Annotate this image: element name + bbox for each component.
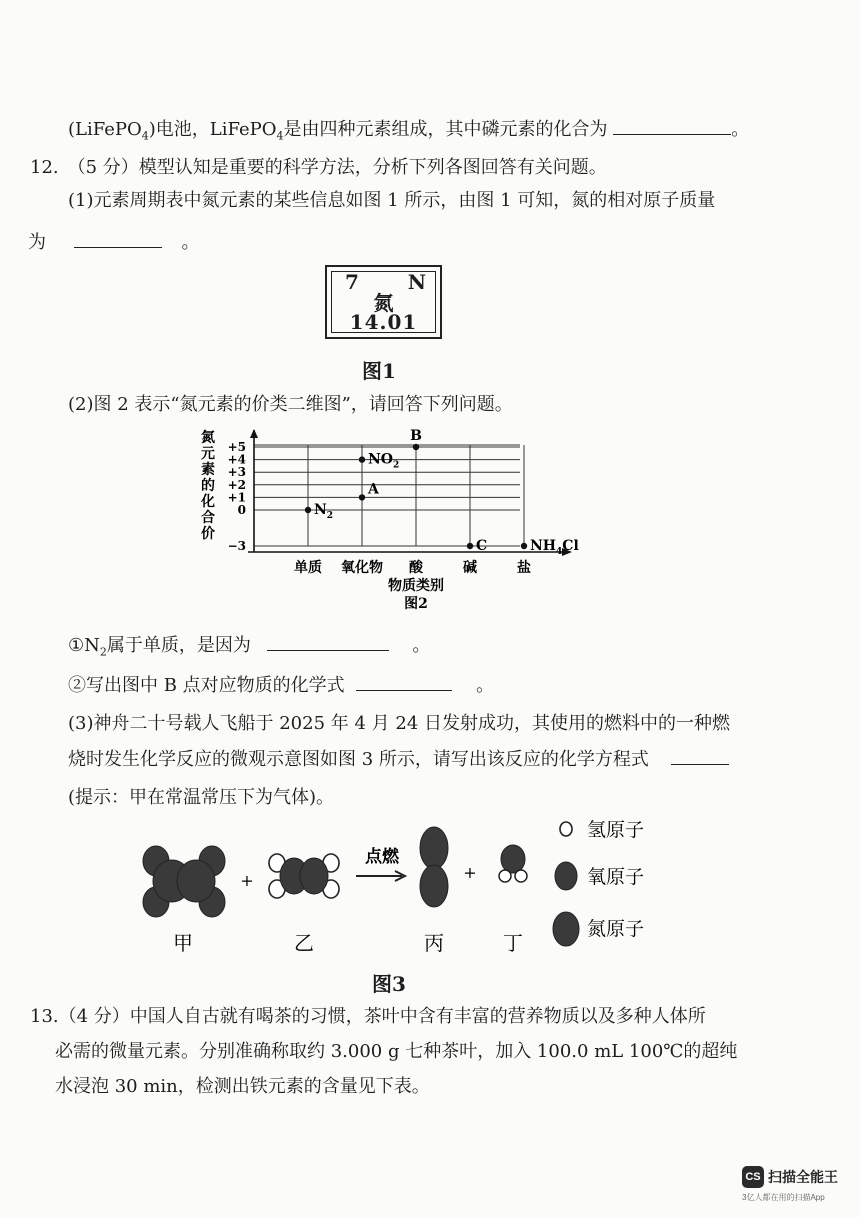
data-point-label: $NH_4Cl$: [530, 538, 579, 557]
data-point-label: A: [368, 481, 379, 498]
x-category-label: 氧化物: [341, 560, 383, 576]
answer-blank-b-formula[interactable]: [356, 672, 452, 691]
molecule-ding: [499, 845, 527, 882]
data-point-label: B: [410, 428, 422, 444]
y-tick-label: +3: [227, 465, 246, 480]
plus-sign-2: +: [463, 863, 477, 882]
element-name: 氮: [373, 291, 394, 315]
fig1-caption: 图1: [362, 359, 396, 383]
molecule-bing: [420, 827, 448, 907]
y-tick-label: −3: [227, 539, 246, 553]
q12-sub-b: ②写出图中 B 点对应物质的化学式 。: [68, 672, 494, 699]
fig2-caption: 图2: [404, 596, 428, 612]
data-point-label: $N_2$: [314, 502, 334, 521]
q12-part1-line2: 为 。: [28, 229, 199, 256]
data-point: [359, 494, 365, 500]
data-point: [413, 444, 419, 450]
y-axis-label-char: 合: [201, 510, 215, 526]
data-point: [521, 543, 527, 549]
answer-blank-atomic-mass[interactable]: [74, 229, 162, 248]
reaction-diagram: [130, 818, 690, 968]
y-axis-label-char: 价: [201, 526, 215, 542]
y-axis-arrow: [250, 429, 258, 438]
data-point-label: C: [476, 538, 488, 554]
y-tick-label: +5: [227, 440, 246, 454]
answer-blank-equation[interactable]: [671, 746, 729, 765]
scanner-watermark: [742, 1164, 852, 1208]
molecule-yi: [269, 854, 339, 898]
plus-sign-1: +: [240, 871, 254, 890]
q11-tail-line: (LiFePO$_4$)电池，LiFePO$_4$是由四种元素组成，其中磷元素的化合为 。: [68, 116, 749, 150]
data-point: [359, 456, 365, 462]
atomic-number: 7: [345, 270, 359, 294]
data-point: [467, 543, 473, 549]
relative-atomic-mass: 14.01: [349, 310, 418, 334]
data-point: [305, 507, 311, 513]
q13-line1: 13.（4 分）中国人自古就有喝茶的习惯，茶叶中含有丰富的营养物质以及多种人体所: [30, 1006, 706, 1027]
legend-oxygen: 氧原子: [587, 866, 645, 888]
scanner-slogan: 3亿人都在用的扫描App: [742, 1193, 825, 1202]
label-jia: 甲: [173, 931, 193, 955]
y-axis-label-char: 的: [201, 478, 215, 494]
element-symbol: N: [407, 270, 426, 294]
data-point-label: $NO_2$: [368, 451, 400, 471]
y-axis-label-char: 素: [201, 462, 215, 478]
q12-sub-a: $①N_2$属于单质，是因为 。: [68, 632, 430, 666]
scanner-app-name: 扫描全能王: [768, 1169, 838, 1185]
legend-hydrogen: 氢原子: [587, 819, 645, 841]
x-category-label: 盐: [517, 560, 531, 576]
answer-blank-q11[interactable]: [613, 116, 731, 135]
y-axis-label-char: 氮: [201, 430, 215, 446]
y-tick-label: +2: [227, 477, 246, 492]
legend-nitrogen-swatch: [553, 912, 579, 946]
element-cell-nitrogen: [325, 265, 442, 339]
y-tick-label: 0: [237, 503, 246, 517]
q12-header: 12. （5 分）模型认知是重要的科学方法，分析下列各图回答有关问题。: [30, 157, 607, 178]
legend: [553, 819, 644, 946]
y-axis-label-char: 元: [201, 446, 215, 462]
q12-part3-line1: (3)神舟二十号载人飞船于 2025 年 4 月 24 日发射成功，其使用的燃料中的一种燃: [68, 713, 730, 734]
label-yi: 乙: [294, 931, 314, 955]
q12-part3-hint: (提示：甲在常温常压下为气体)。: [68, 787, 335, 808]
legend-oxygen-swatch: [555, 862, 577, 890]
y-tick-label: +4: [227, 452, 246, 467]
y-axis-label-char: 化: [201, 494, 215, 510]
q12-part2-intro: (2)图 2 表示“氮元素的价类二维图”，请回答下列问题。: [68, 394, 513, 415]
legend-nitrogen: 氮原子: [587, 918, 645, 940]
q13-line3: 水浸泡 30 min，检测出铁元素的含量见下表。: [55, 1076, 430, 1097]
valence-class-chart: [190, 428, 610, 613]
answer-blank-n2-reason[interactable]: [267, 632, 389, 651]
reaction-arrow: [356, 871, 405, 881]
q12-part3-line2: 烧时发生化学反应的微观示意图如图 3 所示，请写出该反应的化学方程式: [68, 746, 729, 773]
y-tick-label: +1: [227, 490, 246, 505]
label-ding: 丁: [503, 931, 523, 955]
x-axis-title: 物质类别: [388, 578, 444, 594]
legend-hydrogen-swatch: [560, 822, 572, 836]
x-category-label: 酸: [409, 560, 423, 576]
x-category-label: 单质: [294, 560, 322, 576]
x-category-label: 碱: [463, 560, 477, 576]
molecule-jia: [143, 846, 225, 917]
fig3-caption: 图3: [372, 972, 406, 996]
label-bing: 丙: [424, 931, 444, 955]
q13-line2: 必需的微量元素。分别准确称取约 3.000 g 七种茶叶，加入 100.0 mL 100℃的超纯: [55, 1041, 738, 1062]
arrow-label: 点燃: [365, 847, 399, 867]
scanner-logo-icon: CS: [742, 1166, 764, 1188]
q12-part1-line1: (1)元素周期表中氮元素的某些信息如图 1 所示，由图 1 可知，氮的相对原子质量: [68, 190, 716, 211]
